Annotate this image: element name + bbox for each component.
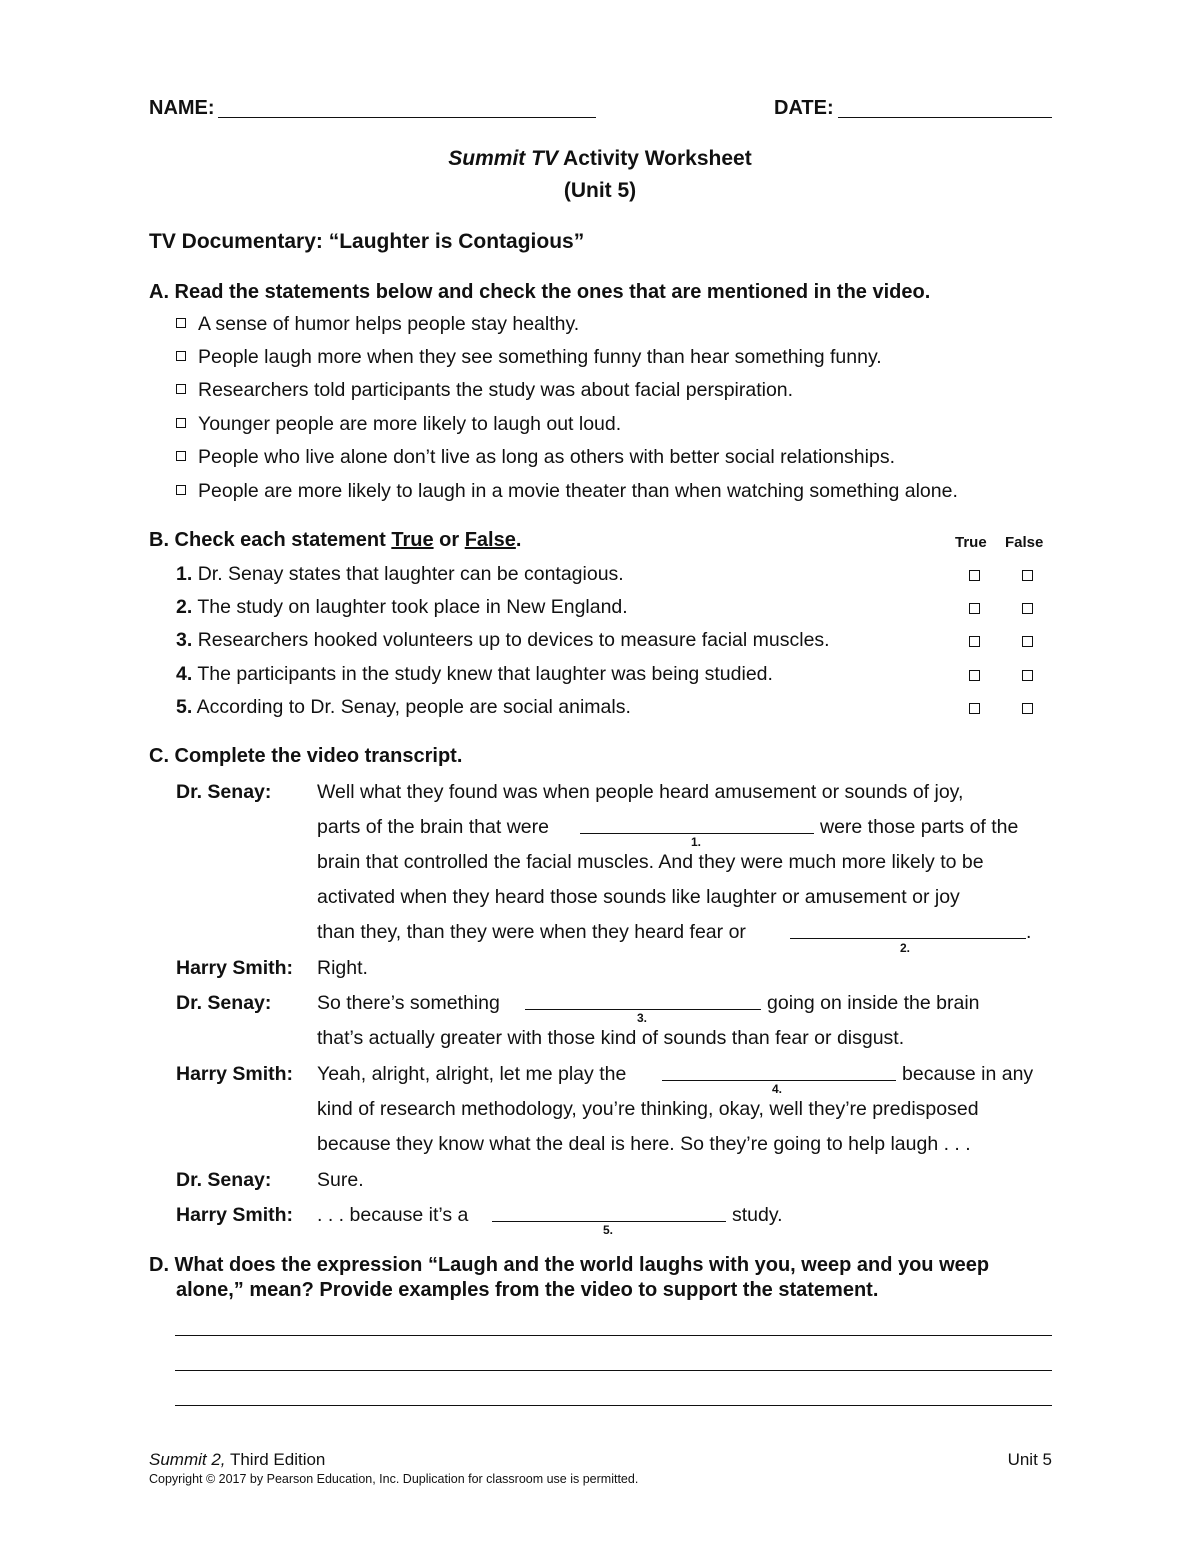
unit-subtitle: (Unit 5) [563, 179, 637, 202]
transcript-line: Sure. [317, 1169, 364, 1191]
section-a-heading: A. Read the statements below and check the ones that are mentioned in the video. [149, 281, 931, 303]
checkbox-icon[interactable] [176, 384, 186, 394]
transcript-line: Well what they found was when people heard amusement or sounds of joy, [317, 781, 964, 803]
transcript-line: brain that controlled the facial muscles. And they were much more likely to be [317, 851, 984, 873]
checkbox-icon[interactable] [176, 351, 186, 361]
name-field[interactable] [218, 117, 596, 118]
blank-4-field[interactable] [662, 1080, 896, 1081]
section-c-heading: C. Complete the video transcript. [149, 745, 463, 767]
true-false-item: 5. According to Dr. Senay, people are social animals. [176, 696, 631, 718]
true-checkbox-icon[interactable] [969, 603, 980, 614]
transcript-line: Right. [317, 957, 368, 979]
false-column-header: False [1005, 534, 1044, 551]
checkbox-icon[interactable] [176, 451, 186, 461]
true-false-item: 3. Researchers hooked volunteers up to devices to measure facial muscles. [176, 629, 830, 651]
false-checkbox-icon[interactable] [1022, 636, 1033, 647]
transcript-line: So there’s something [317, 992, 500, 1014]
footer-copyright: Copyright © 2017 by Pearson Education, Inc. Duplication for classroom use is permitted. [149, 1472, 639, 1486]
section-d-heading: D. What does the expression “Laugh and the world laughs with you, weep and you weep [149, 1254, 990, 1276]
transcript-line: Yeah, alright, alright, let me play the [317, 1063, 627, 1085]
speaker-label: Dr. Senay: [176, 781, 272, 803]
footer-book-title: Summit 2, Third Edition [149, 1450, 326, 1469]
transcript-line: because in any [902, 1063, 1034, 1085]
blank-number: 1. [691, 835, 702, 849]
transcript-line: study. [732, 1204, 783, 1226]
section-b-heading: B. Check each statement True or False. [149, 529, 522, 551]
transcript-line: because they know what the deal is here. So they’re going to help laugh . . . [317, 1133, 971, 1155]
section-a-item[interactable]: People who live alone don’t live as long as others with better social relationships. [176, 446, 895, 469]
title-italic: Summit TV [448, 147, 558, 170]
transcript-line: were those parts of the [820, 816, 1019, 838]
speaker-label: Dr. Senay: [176, 992, 272, 1014]
section-a-item[interactable]: People are more likely to laugh in a movie theater than when watching something alone. [176, 480, 958, 503]
false-checkbox-icon[interactable] [1022, 670, 1033, 681]
true-checkbox-icon[interactable] [969, 570, 980, 581]
blank-3-field[interactable] [525, 1009, 761, 1010]
speaker-label: Harry Smith: [176, 1204, 294, 1226]
section-d-heading-line2: alone,” mean? Provide examples from the video to support the statement. [176, 1279, 879, 1301]
section-a-item[interactable]: A sense of humor helps people stay healthy. [176, 313, 579, 336]
checkbox-icon[interactable] [176, 485, 186, 495]
name-label: NAME: [149, 97, 215, 119]
true-checkbox-icon[interactable] [969, 670, 980, 681]
answer-line[interactable] [175, 1370, 1052, 1371]
transcript-line: activated when they heard those sounds like laughter or amusement or joy [317, 886, 960, 908]
section-a-item[interactable]: People laugh more when they see something funny than hear something funny. [176, 346, 882, 369]
date-field[interactable] [838, 117, 1052, 118]
transcript-line: that’s actually greater with those kind of sounds than fear or disgust. [317, 1027, 905, 1049]
true-column-header: True [955, 534, 987, 551]
blank-2-field[interactable] [790, 938, 1026, 939]
true-checkbox-icon[interactable] [969, 636, 980, 647]
speaker-label: Harry Smith: [176, 957, 294, 979]
speaker-label: Dr. Senay: [176, 1169, 272, 1191]
date-label: DATE: [774, 97, 834, 119]
true-checkbox-icon[interactable] [969, 703, 980, 714]
false-checkbox-icon[interactable] [1022, 603, 1033, 614]
true-false-item: 1. Dr. Senay states that laughter can be contagious. [176, 563, 624, 585]
title-rest: Activity Worksheet [557, 147, 752, 170]
checkbox-icon[interactable] [176, 418, 186, 428]
false-checkbox-icon[interactable] [1022, 570, 1033, 581]
transcript-line: going on inside the brain [767, 992, 980, 1014]
documentary-title: TV Documentary: “Laughter is Contagious” [149, 230, 585, 253]
answer-line[interactable] [175, 1335, 1052, 1336]
speaker-label: Harry Smith: [176, 1063, 294, 1085]
blank-number: 3. [637, 1011, 648, 1025]
footer-unit: Unit 5 [1007, 1450, 1052, 1469]
checkbox-icon[interactable] [176, 318, 186, 328]
false-checkbox-icon[interactable] [1022, 703, 1033, 714]
section-a-item[interactable]: Researchers told participants the study was about facial perspiration. [176, 379, 793, 402]
page-title [0, 147, 1200, 171]
answer-line[interactable] [175, 1405, 1052, 1406]
blank-number: 5. [603, 1223, 614, 1237]
blank-number: 4. [772, 1082, 783, 1096]
blank-1-field[interactable] [580, 833, 814, 834]
true-false-item: 4. The participants in the study knew that laughter was being studied. [176, 663, 773, 685]
blank-5-field[interactable] [492, 1221, 726, 1222]
section-a-item[interactable]: Younger people are more likely to laugh out loud. [176, 413, 621, 436]
transcript-line: kind of research methodology, you’re thinking, okay, well they’re predisposed [317, 1098, 979, 1120]
transcript-line: . . . because it’s a [317, 1204, 469, 1226]
transcript-line: than they, than they were when they heard fear or [317, 921, 746, 943]
blank-number: 2. [900, 941, 911, 955]
transcript-line: . [1026, 921, 1032, 943]
true-false-item: 2. The study on laughter took place in New England. [176, 596, 628, 618]
transcript-line: parts of the brain that were [317, 816, 549, 838]
